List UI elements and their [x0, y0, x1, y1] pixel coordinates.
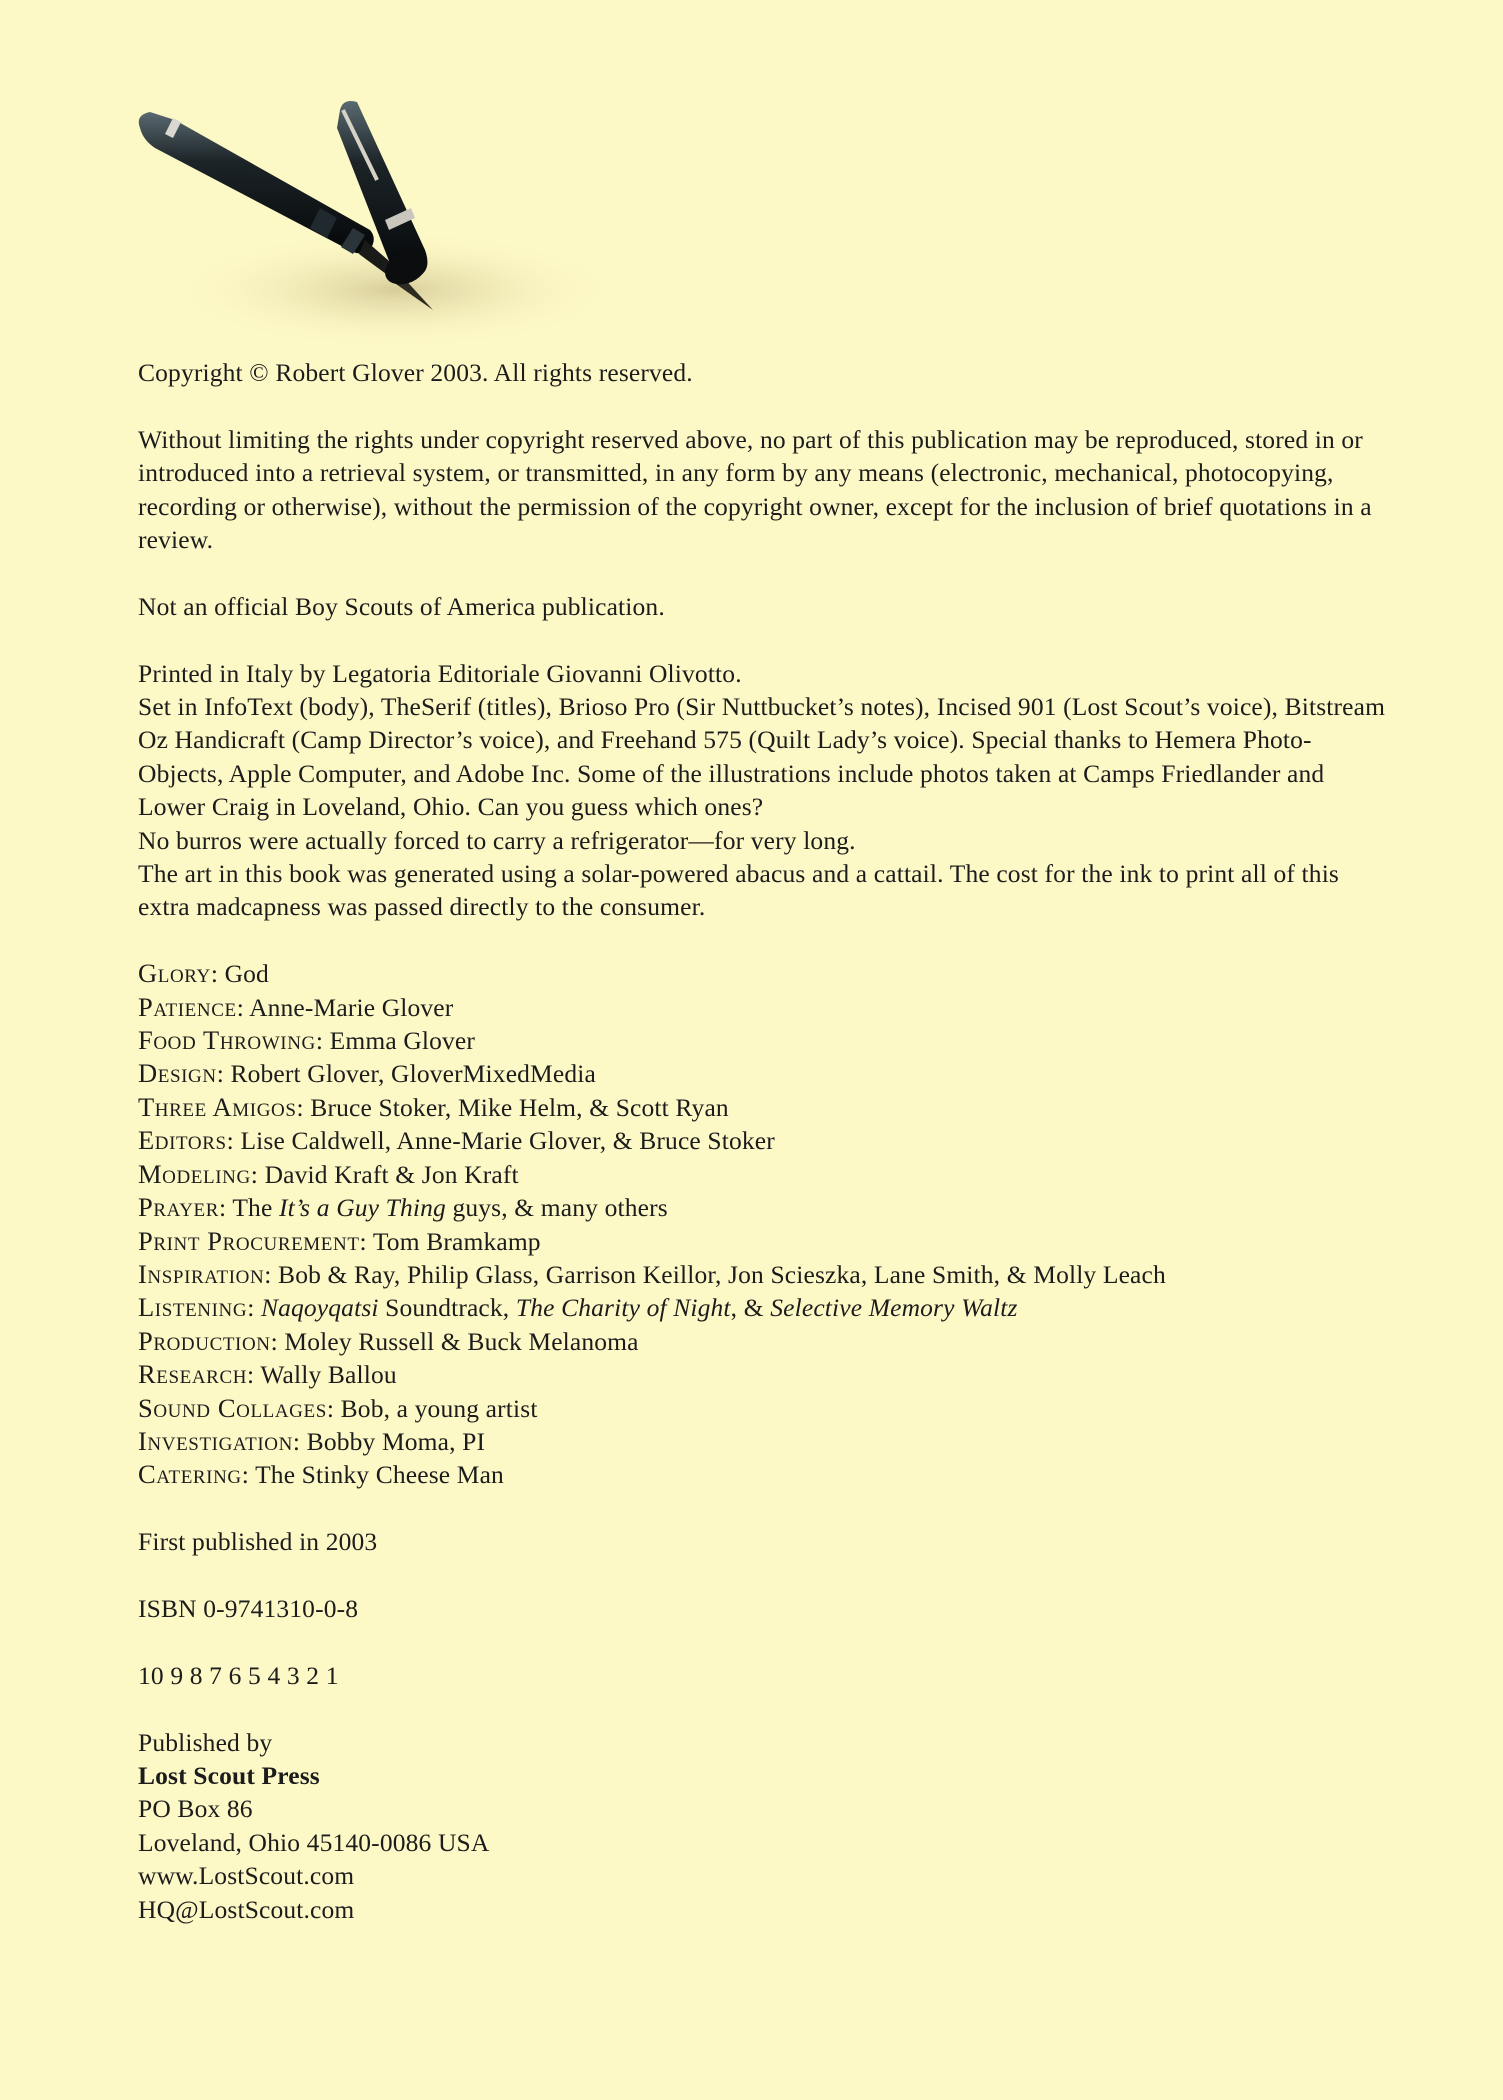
typeface-note: Set in InfoText (body), TheSerif (titles), Brioso Pro (Sir Nuttbucket’s notes), Incised 901 (Lost Scout’s voice), Bitstream Oz Handicraft (Camp Director’s voice), and Freehand 575 (Quilt Lady’s voice). Special thanks to Hemera Photo-Objects, Apple Computer, and Adobe Inc. Some of the illustrations include photos taken at Camps Friedlander and Lower Craig in Loveland, Ohio. Can you guess which ones?: [138, 692, 1386, 822]
credit-value: Anne-Marie Glover: [249, 992, 454, 1022]
publisher-address-line2: Loveland, Ohio 45140-0086 USA: [138, 1827, 490, 1857]
credit-value: God: [224, 959, 269, 989]
credit-glory: Glory: God: [138, 958, 269, 989]
credit-role: Modeling: [138, 1158, 251, 1189]
credit-value: Bob & Ray, Philip Glass, Garrison Keillor, Jon Scieszka, Lane Smith, & Molly Leach: [278, 1259, 1166, 1289]
credit-three-amigos: Three Amigos: Bruce Stoker, Mike Helm, & Scott Ryan: [138, 1091, 729, 1122]
credit-value: Bobby Moma, PI: [306, 1426, 486, 1456]
printing-line: 10 9 8 7 6 5 4 3 2 1: [138, 1660, 339, 1690]
credit-role: Inspiration: [138, 1258, 265, 1289]
credit-value: Emma Glover: [329, 1026, 476, 1056]
credit-role: Food Throwing: [138, 1025, 316, 1056]
credit-role: Research: [138, 1359, 248, 1390]
credit-role: Production: [138, 1325, 271, 1356]
credit-modeling: Modeling: David Kraft & Jon Kraft: [138, 1158, 519, 1189]
credit-editors: Editors: Lise Caldwell, Anne-Marie Glover, & Bruce Stoker: [138, 1125, 775, 1156]
publisher-intro: Published by: [138, 1727, 273, 1757]
copyright-page-text: [138, 356, 1388, 1926]
isbn: ISBN 0-9741310-0-8: [138, 1593, 359, 1623]
credit-inspiration: Inspiration: Bob & Ray, Philip Glass, Garrison Keillor, Jon Scieszka, Lane Smith, & Molly Leach: [138, 1258, 1166, 1289]
credit-value: Bob, a young artist: [340, 1393, 538, 1423]
publisher-name: Lost Scout Press: [138, 1760, 320, 1790]
credit-value: guys, & many others: [452, 1193, 668, 1223]
credit-italic-title: Selective Memory Waltz: [770, 1293, 1018, 1323]
credit-research: Research: Wally Ballou: [138, 1359, 397, 1390]
credit-value: , &: [730, 1293, 764, 1323]
legal-notice: Without limiting the rights under copyright reserved above, no part of this publication may be reproduced, stored in or introduced into a retrieval system, or transmitted, in any form by any means (electronic, mechanical, photocopying, recording or otherwise), without the permission of the copyright owner, except for the inclusion of brief quotations in a review.: [138, 424, 1372, 555]
credit-role: Listening: [138, 1292, 248, 1323]
credit-value: Tom Bramkamp: [372, 1226, 541, 1256]
credit-value: Robert Glover, GloverMixedMedia: [230, 1059, 596, 1089]
credit-prayer: Prayer: The It’s a Guy Thing guys, & many others: [138, 1192, 668, 1223]
credit-value: Soundtrack,: [385, 1293, 510, 1323]
credit-investigation: Investigation: Bobby Moma, PI: [138, 1425, 486, 1456]
credit-value: The: [232, 1193, 273, 1223]
credit-role: Sound Collages: [138, 1392, 327, 1423]
credit-role: Investigation: [138, 1425, 293, 1456]
credit-sound-collages: Sound Collages: Bob, a young artist: [138, 1392, 538, 1423]
credit-role: Three Amigos: [138, 1091, 297, 1122]
credit-patience: Patience: Anne-Marie Glover: [138, 991, 454, 1022]
credit-food-throwing: Food Throwing: Emma Glover: [138, 1025, 476, 1056]
publisher-address-line1: PO Box 86: [138, 1794, 253, 1824]
burro-note: No burros were actually forced to carry a refrigerator—for very long.: [138, 825, 856, 855]
credit-value: The Stinky Cheese Man: [255, 1460, 504, 1490]
printing-note: Printed in Italy by Legatoria Editoriale Giovanni Olivotto.: [138, 658, 742, 688]
credit-role: Print Procurement: [138, 1225, 360, 1256]
credit-listening: Listening: Naqoyqatsi Soundtrack, The Charity of Night, & Selective Memory Waltz: [138, 1292, 1018, 1323]
copyright-line: Copyright © Robert Glover 2003. All rights reserved.: [138, 358, 693, 387]
credit-role: Patience: [138, 991, 237, 1022]
credit-value: Moley Russell & Buck Melanoma: [284, 1326, 639, 1356]
fountain-pen-illustration: [115, 70, 615, 360]
credit-role: Design: [138, 1058, 217, 1089]
credit-italic-title: It’s a Guy Thing: [278, 1193, 446, 1223]
publisher-website: www.LostScout.com: [138, 1861, 355, 1891]
credit-catering: Catering: The Stinky Cheese Man: [138, 1459, 504, 1490]
credit-production: Production: Moley Russell & Buck Melanoma: [138, 1325, 639, 1356]
credit-value: Lise Caldwell, Anne-Marie Glover, & Bruce Stoker: [240, 1126, 775, 1156]
credit-italic-title: Naqoyqatsi: [260, 1293, 379, 1323]
credit-role: Editors: [138, 1125, 227, 1156]
credit-design: Design: Robert Glover, GloverMixedMedia: [138, 1058, 596, 1089]
publisher-email: HQ@LostScout.com: [138, 1894, 355, 1924]
credit-italic-title: The Charity of Night: [515, 1293, 731, 1323]
credit-role: Glory: [138, 958, 211, 989]
credit-role: Prayer: [138, 1192, 219, 1223]
credit-value: Bruce Stoker, Mike Helm, & Scott Ryan: [310, 1092, 729, 1122]
disclaimer: Not an official Boy Scouts of America publication.: [138, 591, 665, 621]
credit-role: Catering: [138, 1459, 242, 1490]
credit-value: David Kraft & Jon Kraft: [264, 1159, 519, 1189]
credit-value: Wally Ballou: [260, 1360, 397, 1390]
art-note: The art in this book was generated using a solar-powered abacus and a cattail. The cost for the ink to print all of this extra madcapness was passed directly to the consumer.: [138, 859, 1339, 922]
credit-print-procurement: Print Procurement: Tom Bramkamp: [138, 1225, 541, 1256]
first-published: First published in 2003: [138, 1527, 378, 1557]
